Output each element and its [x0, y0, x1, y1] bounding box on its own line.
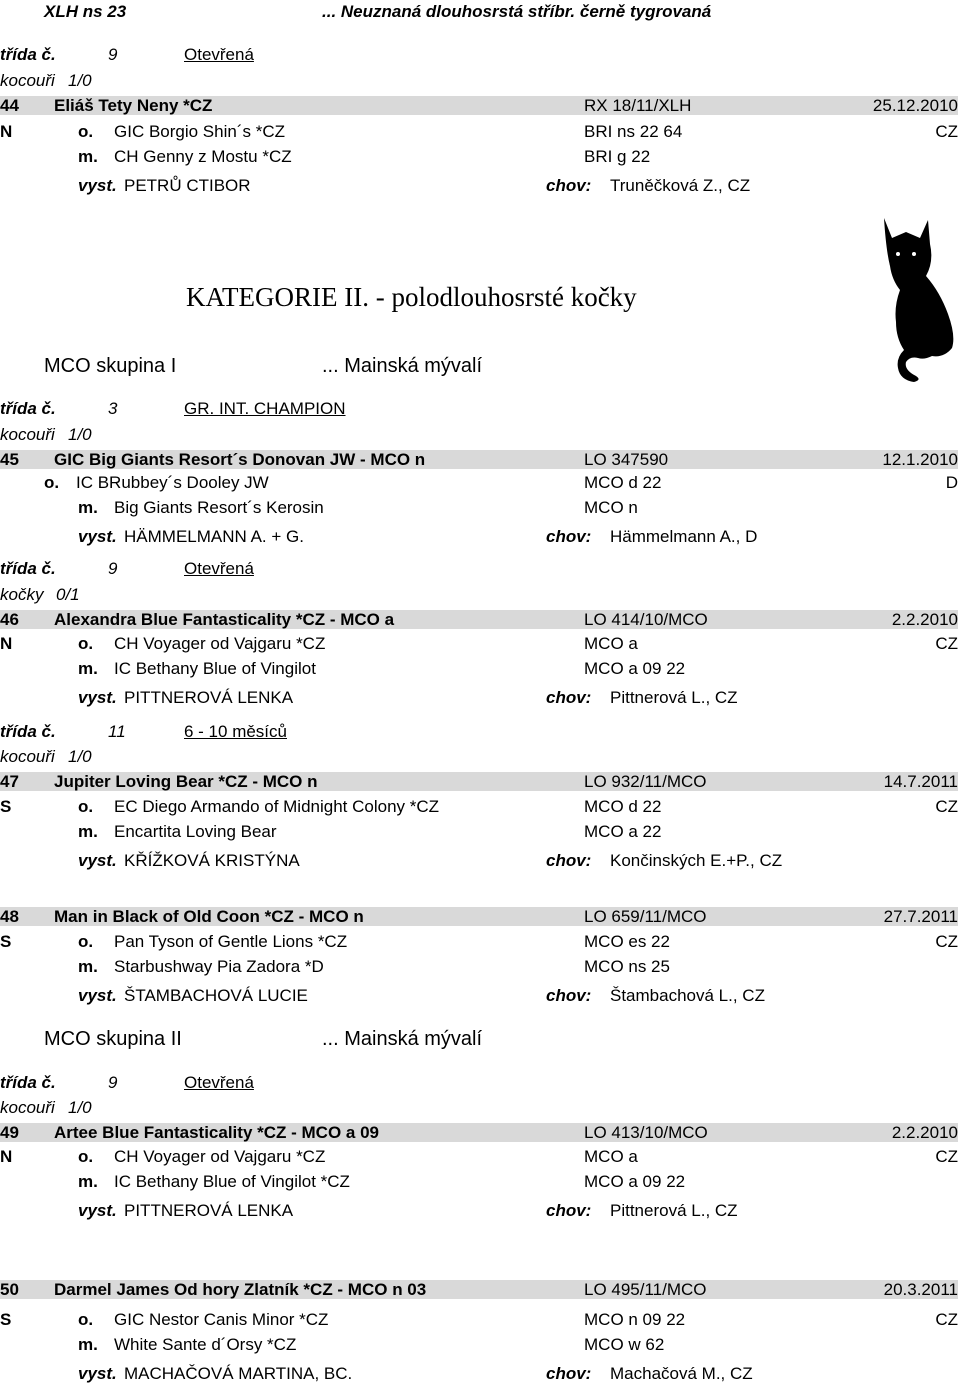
entry-cat-name: Alexandra Blue Fantasticality *CZ - MCO a	[54, 610, 395, 629]
father-label: o.	[78, 797, 94, 816]
father-name: CH Voyager od Vajgaru *CZ	[114, 634, 326, 653]
breeder-label: chov:	[546, 986, 592, 1005]
class-number: 9	[108, 45, 118, 64]
entry-country: CZ	[935, 797, 958, 816]
entry-number: 48	[0, 907, 19, 926]
group-description: ... Mainská mývalí	[322, 1028, 483, 1050]
entry-color: S	[0, 932, 12, 951]
mother-label: m.	[78, 1335, 98, 1354]
exhibitor-name: MACHAČOVÁ MARTINA, BC.	[124, 1364, 353, 1383]
entry-registration: RX 18/11/XLH	[584, 96, 692, 115]
entry-color: N	[0, 122, 13, 141]
entry-color: N	[0, 634, 13, 653]
exhibitor-label: vyst.	[78, 176, 117, 195]
entry-cat-name: Eliáš Tety Neny *CZ	[54, 96, 213, 115]
exhibitor-name: PETRŮ CTIBOR	[124, 176, 251, 195]
class-name: 6 - 10 měsíců	[184, 722, 287, 741]
entry-country: CZ	[935, 932, 958, 951]
class-label: třída č.	[0, 722, 56, 741]
entry-birth-date: 14.7.2011	[883, 772, 958, 791]
breeder-label: chov:	[546, 851, 592, 870]
header-class-desc: ... Neuznaná dlouhosrstá stříbr. černě tygrovaná	[322, 2, 712, 21]
entry-cat-name: Artee Blue Fantasticality *CZ - MCO a 09	[54, 1123, 379, 1142]
class-label: třída č.	[0, 45, 56, 64]
entry-cat-name: Jupiter Loving Bear *CZ - MCO n	[54, 772, 318, 791]
exhibitor-name: PITTNEROVÁ LENKA	[124, 688, 294, 707]
mother-label: m.	[78, 1172, 98, 1191]
sex-label: kocouři	[0, 747, 55, 766]
entry-cat-name: Man in Black of Old Coon *CZ - MCO n	[54, 907, 364, 926]
entry-registration: LO 495/11/MCO	[584, 1280, 707, 1299]
group-title: MCO skupina I	[44, 355, 177, 377]
exhibitor-label: vyst.	[78, 986, 117, 1005]
sex-count: 1/0	[68, 1098, 92, 1117]
entry-birth-date: 25.12.2010	[872, 96, 958, 115]
sex-count: 0/1	[56, 585, 80, 604]
father-name: CH Voyager od Vajgaru *CZ	[114, 1147, 326, 1166]
sex-label: kocouři	[0, 71, 55, 90]
header-class-code: XLH ns 23	[44, 2, 127, 21]
entry-country: CZ	[935, 1147, 958, 1166]
mother-name: CH Genny z Mostu *CZ	[114, 147, 292, 166]
entry-number: 49	[0, 1123, 19, 1142]
class-number: 9	[108, 559, 118, 578]
class-label: třída č.	[0, 1073, 56, 1092]
breeder-name: Štambachová L., CZ	[610, 986, 765, 1005]
class-number: 11	[108, 722, 126, 741]
mother-code: BRI g 22	[584, 147, 651, 166]
mother-label: m.	[78, 498, 98, 517]
breeder-label: chov:	[546, 1364, 592, 1383]
class-label: třída č.	[0, 559, 56, 578]
entry-country: D	[945, 473, 958, 492]
father-label: o.	[78, 932, 94, 951]
entry-birth-date: 2.2.2010	[891, 610, 958, 629]
mother-label: m.	[78, 822, 98, 841]
class-number: 3	[108, 399, 118, 418]
father-label: o.	[78, 1147, 94, 1166]
entry-country: CZ	[935, 122, 958, 141]
entry-number: 50	[0, 1280, 19, 1299]
group-title: MCO skupina II	[44, 1028, 182, 1050]
father-code: MCO n 09 22	[584, 1310, 686, 1329]
mother-code: MCO a 22	[584, 822, 662, 841]
father-code: MCO d 22	[584, 473, 662, 492]
breeder-name: Hämmelmann A., D	[610, 527, 758, 546]
exhibitor-name: HÄMMELMANN A. + G.	[124, 527, 304, 546]
entry-registration: LO 347590	[584, 450, 669, 469]
sex-count: 1/0	[68, 71, 92, 90]
group-description: ... Mainská mývalí	[322, 355, 483, 377]
breeder-name: Končinských E.+P., CZ	[610, 851, 783, 870]
entry-registration: LO 414/10/MCO	[584, 610, 708, 629]
entry-color: N	[0, 1147, 13, 1166]
class-name: Otevřená	[184, 1073, 254, 1092]
exhibitor-name: ŠTAMBACHOVÁ LUCIE	[124, 986, 308, 1005]
entry-registration: LO 413/10/MCO	[584, 1123, 708, 1142]
mother-code: MCO w 62	[584, 1335, 665, 1354]
sex-label: kocouři	[0, 1098, 55, 1117]
father-label: o.	[78, 1310, 94, 1329]
father-name: Pan Tyson of Gentle Lions *CZ	[114, 932, 348, 951]
breeder-name: Pittnerová L., CZ	[610, 1201, 738, 1220]
mother-name: Encartita Loving Bear	[114, 822, 277, 841]
entry-cat-name: Darmel James Od hory Zlatník *CZ - MCO n 03	[54, 1280, 427, 1299]
entry-color: S	[0, 1310, 12, 1329]
father-code: MCO d 22	[584, 797, 662, 816]
mother-label: m.	[78, 659, 98, 678]
mother-name: Big Giants Resort´s Kerosin	[114, 498, 324, 517]
father-code: BRI ns 22 64	[584, 122, 683, 141]
entry-number: 47	[0, 772, 19, 791]
father-name: IC BRubbey´s Dooley JW	[76, 473, 269, 492]
mother-code: MCO a 09 22	[584, 659, 686, 678]
father-label: o.	[44, 473, 60, 492]
category-title: KATEGORIE II. - polodlouhosrsté kočky	[186, 282, 637, 312]
entry-color: S	[0, 797, 12, 816]
exhibitor-name: KŘÍŽKOVÁ KRISTÝNA	[124, 851, 300, 870]
father-code: MCO a	[584, 634, 638, 653]
father-code: MCO es 22	[584, 932, 670, 951]
mother-label: m.	[78, 957, 98, 976]
father-label: o.	[78, 122, 94, 141]
class-name: Otevřená	[184, 45, 254, 64]
exhibitor-label: vyst.	[78, 1364, 117, 1383]
exhibitor-label: vyst.	[78, 1201, 117, 1220]
father-label: o.	[78, 634, 94, 653]
entry-number: 44	[0, 96, 19, 115]
class-number: 9	[108, 1073, 118, 1092]
entry-birth-date: 20.3.2011	[883, 1280, 958, 1299]
cat-silhouette-icon	[870, 210, 960, 382]
class-label: třída č.	[0, 399, 56, 418]
mother-name: IC Bethany Blue of Vingilot	[114, 659, 316, 678]
entry-birth-date: 2.2.2010	[891, 1123, 958, 1142]
breeder-label: chov:	[546, 176, 592, 195]
entry-birth-date: 27.7.2011	[883, 907, 958, 926]
mother-code: MCO a 09 22	[584, 1172, 686, 1191]
sex-count: 1/0	[68, 747, 92, 766]
mother-code: MCO n	[584, 498, 638, 517]
entry-country: CZ	[935, 634, 958, 653]
entry-registration: LO 659/11/MCO	[584, 907, 707, 926]
sex-count: 1/0	[68, 425, 92, 444]
mother-code: MCO ns 25	[584, 957, 670, 976]
entry-number: 46	[0, 610, 19, 629]
entry-number: 45	[0, 450, 19, 469]
sex-label: kočky	[0, 585, 44, 604]
father-name: EC Diego Armando of Midnight Colony *CZ	[114, 797, 440, 816]
entry-cat-name: GIC Big Giants Resort´s Donovan JW - MCO n	[54, 450, 426, 469]
exhibitor-label: vyst.	[78, 688, 117, 707]
entry-birth-date: 12.1.2010	[882, 450, 958, 469]
class-name: GR. INT. CHAMPION	[184, 399, 346, 418]
breeder-label: chov:	[546, 688, 592, 707]
breeder-label: chov:	[546, 527, 592, 546]
entry-registration: LO 932/11/MCO	[584, 772, 707, 791]
mother-name: Starbushway Pia Zadora *D	[114, 957, 324, 976]
class-name: Otevřená	[184, 559, 254, 578]
exhibitor-label: vyst.	[78, 851, 117, 870]
exhibitor-label: vyst.	[78, 527, 117, 546]
father-name: GIC Nestor Canis Minor *CZ	[114, 1310, 329, 1329]
breeder-name: Machačová M., CZ	[610, 1364, 753, 1383]
entry-country: CZ	[935, 1310, 958, 1329]
father-name: GIC Borgio Shin´s *CZ	[114, 122, 285, 141]
mother-label: m.	[78, 147, 98, 166]
breeder-label: chov:	[546, 1201, 592, 1220]
breeder-name: Truněčková Z., CZ	[610, 176, 751, 195]
sex-label: kocouři	[0, 425, 55, 444]
father-code: MCO a	[584, 1147, 638, 1166]
exhibitor-name: PITTNEROVÁ LENKA	[124, 1201, 294, 1220]
mother-name: IC Bethany Blue of Vingilot *CZ	[114, 1172, 350, 1191]
mother-name: White Sante d´Orsy *CZ	[114, 1335, 297, 1354]
breeder-name: Pittnerová L., CZ	[610, 688, 738, 707]
